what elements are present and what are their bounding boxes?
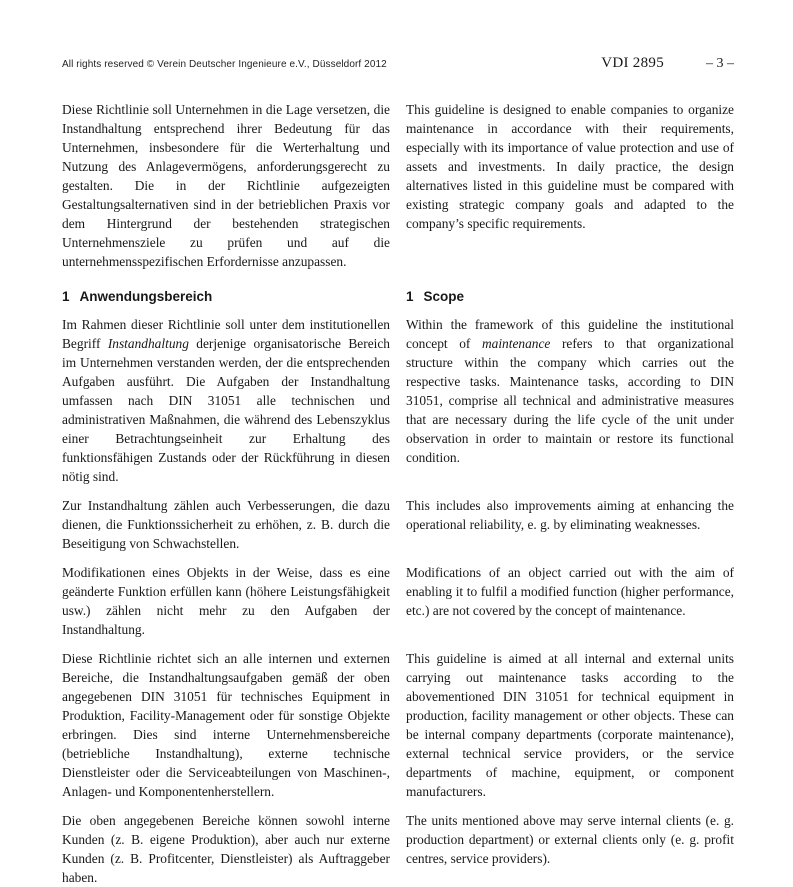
section-number-en: 1	[406, 289, 414, 304]
intro-paragraph-en: This guideline is designed to enable companies to organize maintenance in accordance with their requirements, especially with its importance of value protection and use of assets and investments. In daily practice, the design alternatives listed in this guideline must be compared with existing strategic company goals and adapted to the company’s specific requirements.	[406, 102, 734, 231]
two-column-content	[62, 100, 734, 887]
scope-p1-de-post: derjenige organisatorische Bereich im Unternehmen verstanden werden, der die entsprechenden Aufgaben ausführt. Die Aufgaben der Instandhaltung umfassen nach DIN 31051 alle technischen und administrativen Maßnahmen, die während des Lebenszyklus einer Betrachtungseinheit zur Erhaltung des funktionsfähigen Zustands oder der Rückführung in diesen nötig sind.	[62, 336, 390, 484]
italic-term-en: maintenance	[481, 336, 551, 351]
scope-paragraph1-de	[62, 315, 390, 486]
document-number: VDI 2895	[601, 55, 664, 71]
section-number-de: 1	[62, 289, 70, 304]
page-number: – 3 –	[706, 56, 734, 71]
scope-paragraph5-en: The units mentioned above may serve internal clients (e. g. production department) or external clients only (e. g. profit centres, service providers).	[406, 813, 734, 866]
page-header	[62, 55, 734, 72]
scope-p1-de-pre: Im Rahmen dieser Richtlinie soll unter dem institutionellen Begriff	[62, 317, 390, 351]
scope-paragraph4-en: This guideline is aimed at all internal and external units carrying out maintenance tasks according to the abovementioned DIN 31051 for technical equipment in production, facility management or other objects. These can be internal company departments (corporate maintenance), external technical service providers, or the service departments of machine, equipment, or component manufacturers.	[406, 651, 734, 799]
intro-paragraph-de: Diese Richtlinie soll Unternehmen in die Lage versetzen, die Instandhaltung entsprechend ihrer Bedeutung für das Unternehmen, insbesondere für die Werterhaltung und Nutzung des Anlagevermögens, anforderungsgerecht zu gestalten. Die in der Richtlinie aufgezeigten Gestaltungsalternativen sind in der betrieblichen Praxis vor dem Hintergrund der bestehenden strategischen Unternehmensziele zu prüfen und auf die unternehmensspezifischen Erfordernisse anzupassen.	[62, 102, 390, 269]
scope-paragraph3-de: Modifikationen eines Objekts in der Weise, dass es eine geänderte Funktion erfüllen kann (höhere Leistungsfähigkeit usw.) zählen nicht mehr zu den Aufgaben der Instandhaltung.	[62, 565, 390, 637]
scope-paragraph2-en: This includes also improvements aiming at enhancing the operational reliability, e. g. by eliminating weaknesses.	[406, 498, 734, 532]
header-right	[601, 55, 734, 72]
scope-paragraph3-en: Modifications of an object carried out with the aim of enabling it to fulfil a modified function (higher performance, etc.) are not covered by the concept of maintenance.	[406, 565, 734, 618]
copyright-notice: All rights reserved © Verein Deutscher Ingenieure e.V., Düsseldorf 2012	[62, 59, 387, 70]
section-heading-de	[62, 281, 390, 305]
scope-paragraph2-de: Zur Instandhaltung zählen auch Verbesserungen, die dazu dienen, die Funktionssicherheit zu erhöhen, z. B. durch die Beseitigung von Schwachstellen.	[62, 498, 390, 551]
scope-p1-en-pre: Within the framework of this guideline the institutional concept of	[406, 317, 734, 351]
section-title-en: Scope	[423, 289, 465, 304]
scope-paragraph1-en	[406, 315, 734, 486]
section-heading-en	[406, 281, 734, 305]
scope-paragraph5-de: Die oben angegebenen Bereiche können sowohl interne Kunden (z. B. eigene Produktion), aber auch nur externe Kunden (z. B. Profitcenter, Dienstleister) als Auftraggeber haben.	[62, 813, 390, 885]
page-body	[62, 0, 734, 887]
scope-p1-en-post: refers to that organizational structure within the company which carries out the respective tasks. Maintenance tasks, according to DIN 31051, comprise all technical and administrative measures that are necessary during the life cycle of the unit under observation in order to maintain or restore its functional condition.	[406, 336, 734, 465]
scope-paragraph4-de: Diese Richtlinie richtet sich an alle internen und externen Bereiche, die Instandhaltungsaufgaben gemäß der oben angegebenen DIN 31051 für technisches Equipment in Produktion, Facility-Management oder für sonstige Objekte erbringen. Dies sind interne Unternehmensbereiche (betriebliche Instandhaltung), externe technische Dienstleister oder die Serviceabteilungen von Maschinen-, Anlagen- und Komponentenherstellern.	[62, 651, 390, 799]
section-title-de: Anwendungsbereich	[79, 289, 213, 304]
italic-term-de: Instandhaltung	[107, 336, 189, 351]
